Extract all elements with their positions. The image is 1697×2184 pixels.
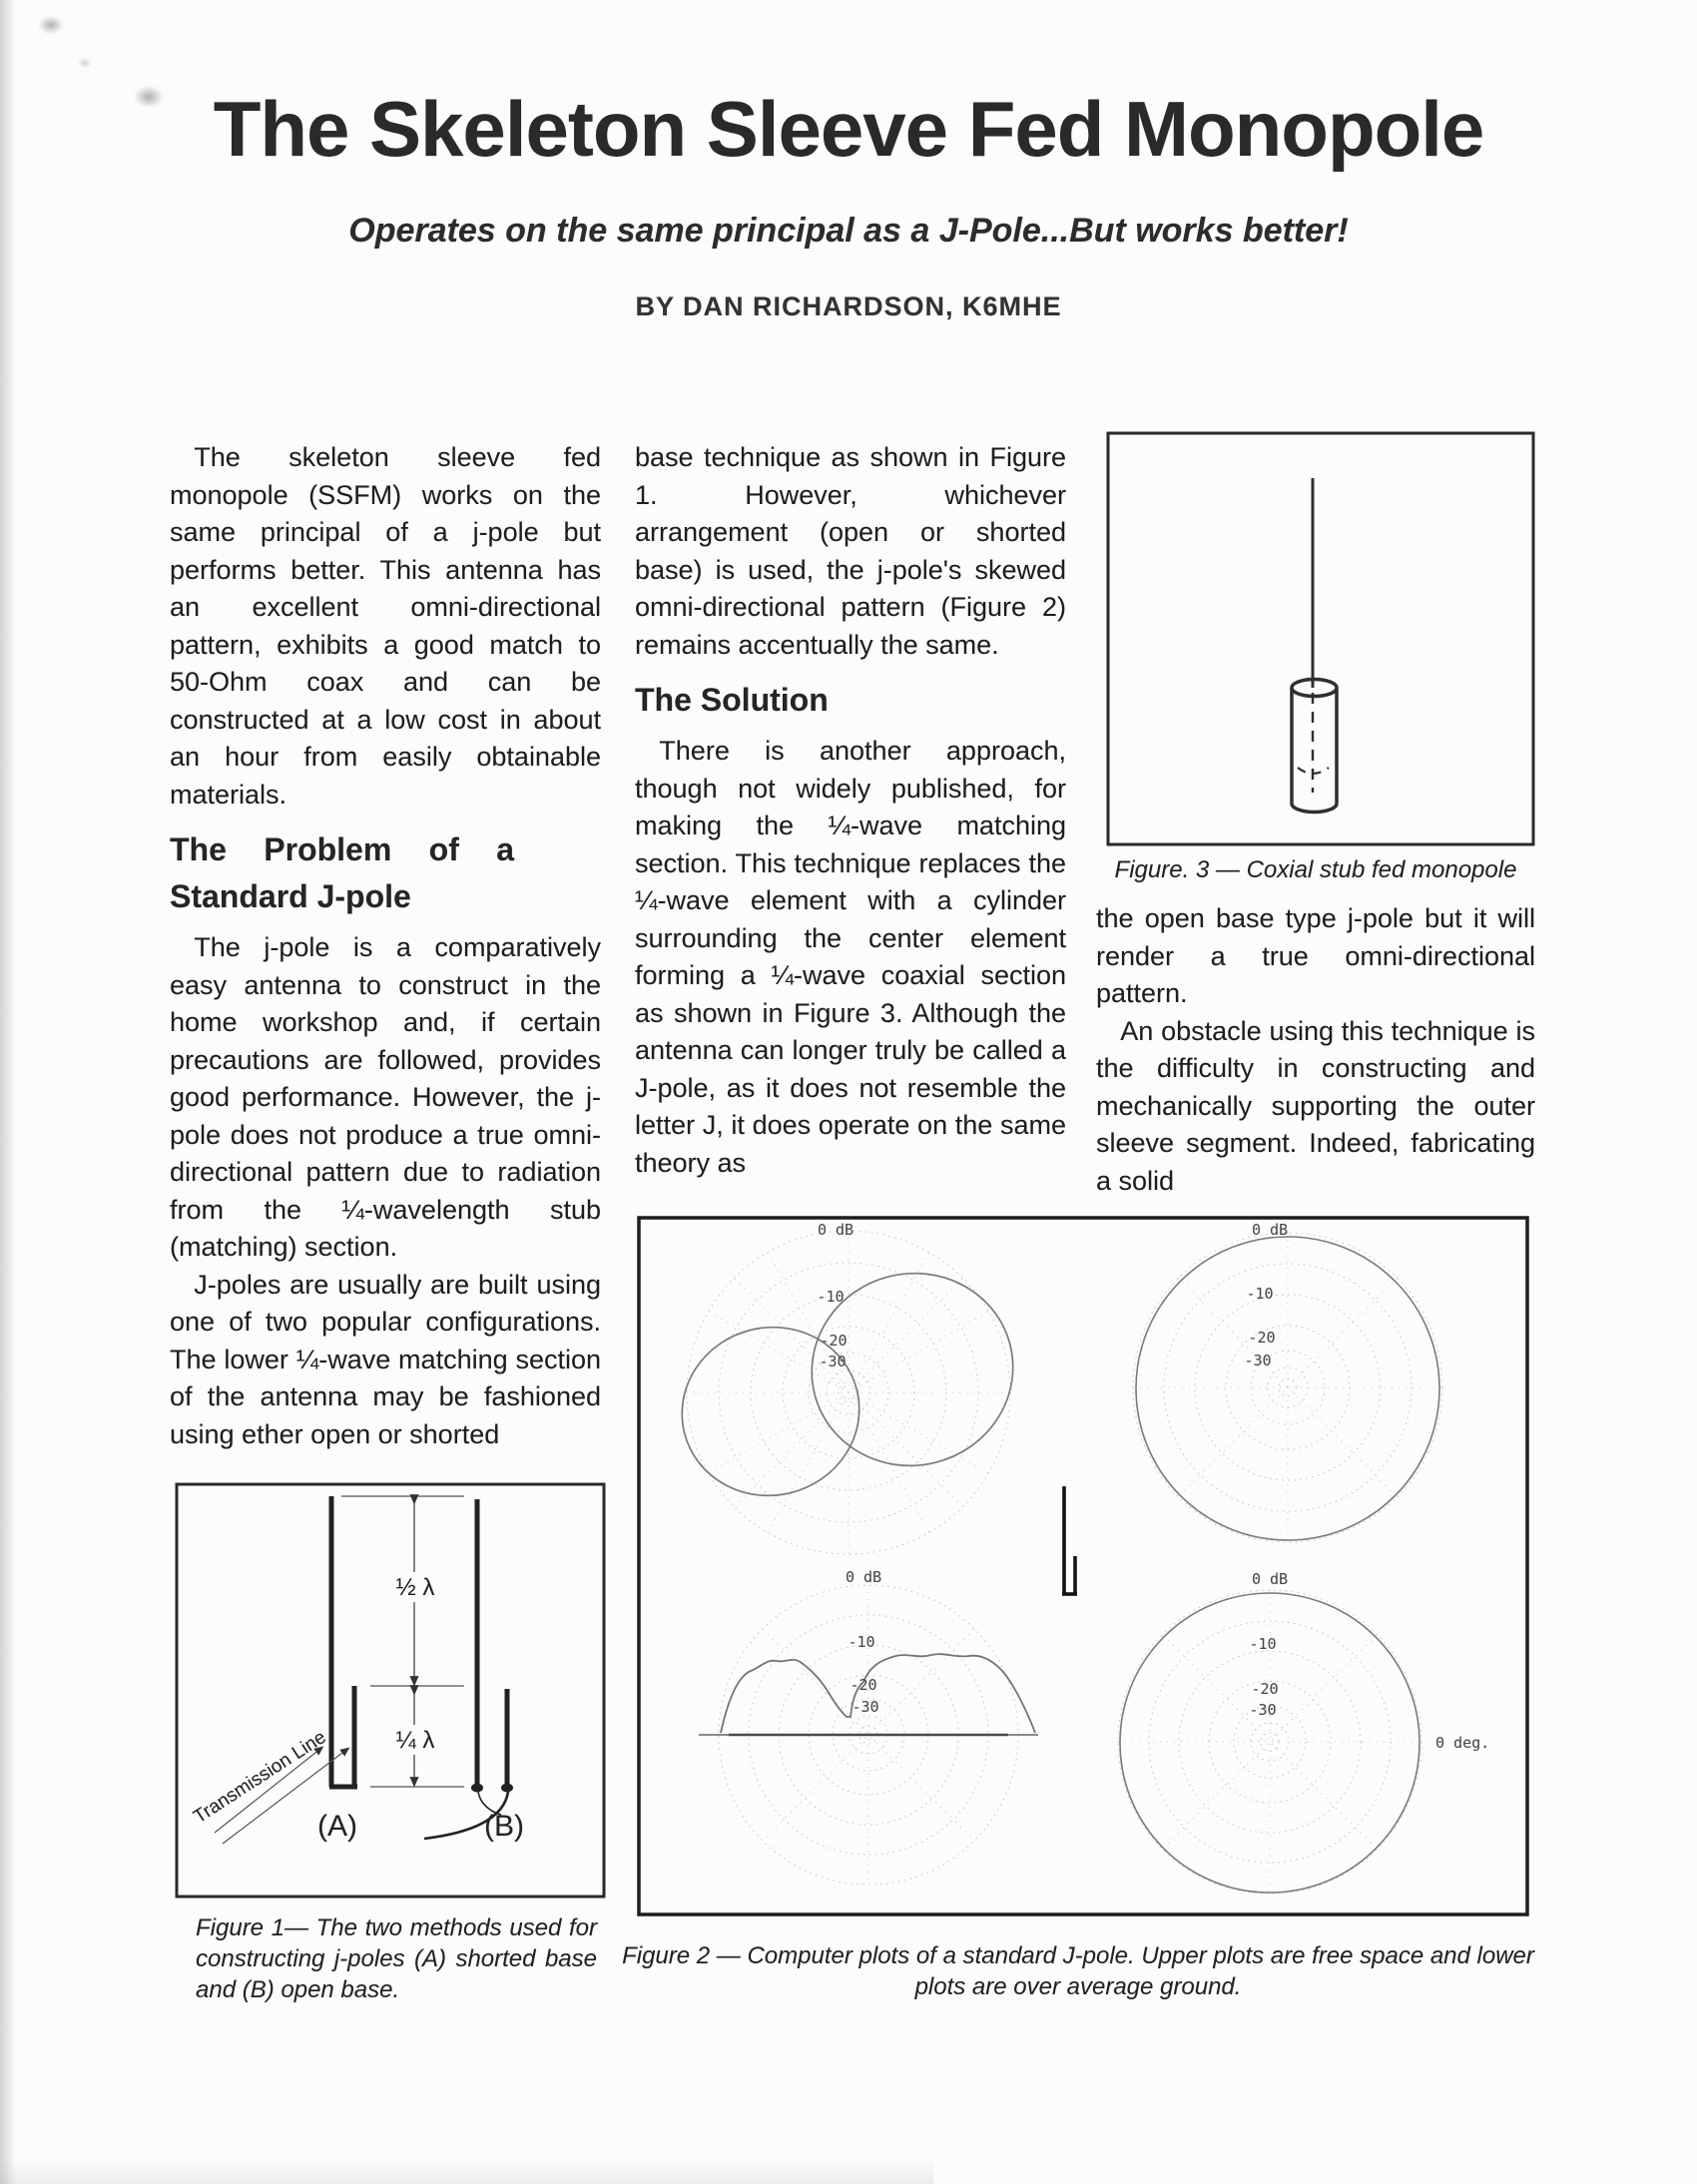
svg-text:-30: -30: [819, 1353, 847, 1370]
jpole-b-feed-dot-1: [471, 1784, 483, 1793]
svg-text:-30: -30: [851, 1698, 879, 1716]
deg-label: 0 deg.: [1435, 1734, 1490, 1752]
svg-text:0 dB: 0 dB: [1251, 1221, 1289, 1239]
pattern-lower-left-elevation: [721, 1654, 1035, 1733]
svg-text:-10: -10: [1249, 1635, 1277, 1653]
figure3-caption: Figure. 3 — Coxial stub fed monopole: [1114, 856, 1517, 883]
column-1: [170, 439, 601, 1453]
svg-text:0 dB: 0 dB: [1251, 1570, 1289, 1588]
paragraph: the open base type j-pole but it will render a true omni-directional pattern.: [1096, 903, 1535, 1008]
jpole-b-feed-dot-2: [501, 1784, 513, 1793]
svg-text:-10: -10: [1246, 1285, 1274, 1303]
figure1-border: [177, 1484, 604, 1897]
svg-text:0 dB: 0 dB: [817, 1221, 854, 1239]
figure1-caption: Figure 1— The two methods used for constructing j-poles (A) shorted base and (B) open base.: [196, 1914, 597, 2003]
svg-text:-10: -10: [817, 1288, 845, 1306]
scan-edge-shadow: [0, 0, 16, 2184]
page-title: The Skeleton Sleeve Fed Monopole: [213, 85, 1484, 173]
section-heading-problem: The Problem of a Standard J-pole: [170, 831, 514, 914]
paragraph: J-poles are usually are built using one of two popular configurations. The lower ¼-wave matching section of the antenna may be fashioned using ether open or shorted: [170, 1269, 601, 1449]
svg-text:-20: -20: [1248, 1329, 1276, 1347]
quarter-wave-label: ¼ λ: [395, 1727, 435, 1754]
figure3-border: [1108, 433, 1533, 844]
section-heading-solution: The Solution: [635, 682, 829, 718]
svg-text:-20: -20: [820, 1332, 848, 1350]
jpole-glyph: [1062, 1486, 1077, 1594]
byline: BY DAN RICHARDSON, K6MHE: [635, 291, 1062, 321]
plot-db-labels: [817, 1221, 1288, 1719]
paragraph: An obstacle using this technique is the difficulty in constructing and mechanically supporting the outer sleeve segment. Indeed, fabricating a solid: [1096, 1015, 1535, 1196]
scan-smudge: [78, 58, 92, 68]
svg-text:0 dB: 0 dB: [845, 1568, 882, 1586]
column-3: [1096, 900, 1535, 1200]
figure1-diagram: [175, 1482, 606, 1904]
label-b: (B): [484, 1810, 524, 1843]
svg-text:-10: -10: [848, 1633, 875, 1651]
figure3-diagram: [1106, 431, 1535, 851]
half-wave-label: ½ λ: [395, 1574, 435, 1601]
paragraph: The j-pole is a comparatively easy antenna to construct in the home workshop and, if certain precautions are followed, provides good performance. However, the j-pole does not produce a true omni-directional pattern due to radiation from the ¼-wavelength stub (matching) section.: [170, 932, 601, 1262]
svg-text:-30: -30: [1244, 1352, 1272, 1369]
figure2-plots: [637, 1216, 1529, 1921]
scan-bottom-shade: [0, 2158, 933, 2184]
figure2-caption: Figure 2 — Computer plots of a standard J-pole. Upper plots are free space and lower plots are over average ground.: [622, 1942, 1534, 2000]
paragraph: The skeleton sleeve fed monopole (SSFM) works on the same principal of a j-pole but performs better. This antenna has an excellent omni-directional pattern, exhibits a good match to 50-Ohm coax and can be constructed at a low cost in about an hour from easily obtainable materials.: [170, 442, 601, 810]
svg-text:-20: -20: [1251, 1680, 1279, 1698]
column-2: [635, 439, 1066, 1182]
page-subtitle: Operates on the same principal as a J-Pole...But works better!: [348, 212, 1349, 250]
paragraph: base technique as shown in Figure 1. However, whichever arrangement (open or shorted base) is used, the j-pole's skewed omni-directional pattern (Figure 2) remains accentually the same.: [635, 442, 1066, 660]
paragraph: There is another approach, though not widely published, for making the ¼-wave matching section. This technique replaces the ¼-wave element with a cylinder surrounding the center element forming a ¼-wave coaxial section as shown in Figure 3. Although the antenna can longer truly be called a J-pole, as it does not resemble the letter J, it does operate on the same theory as: [635, 736, 1066, 1178]
svg-text:-30: -30: [1249, 1701, 1277, 1719]
svg-text:-20: -20: [849, 1676, 877, 1694]
label-a: (A): [317, 1810, 357, 1843]
pattern-upper-left-azimuth: [664, 1252, 1033, 1514]
sleeve-bottom-ellipse: [1292, 804, 1337, 813]
scan-smudge: [38, 16, 64, 34]
transmission-line-label: Transmission Line: [190, 1726, 330, 1829]
figure2-border: [639, 1218, 1527, 1914]
